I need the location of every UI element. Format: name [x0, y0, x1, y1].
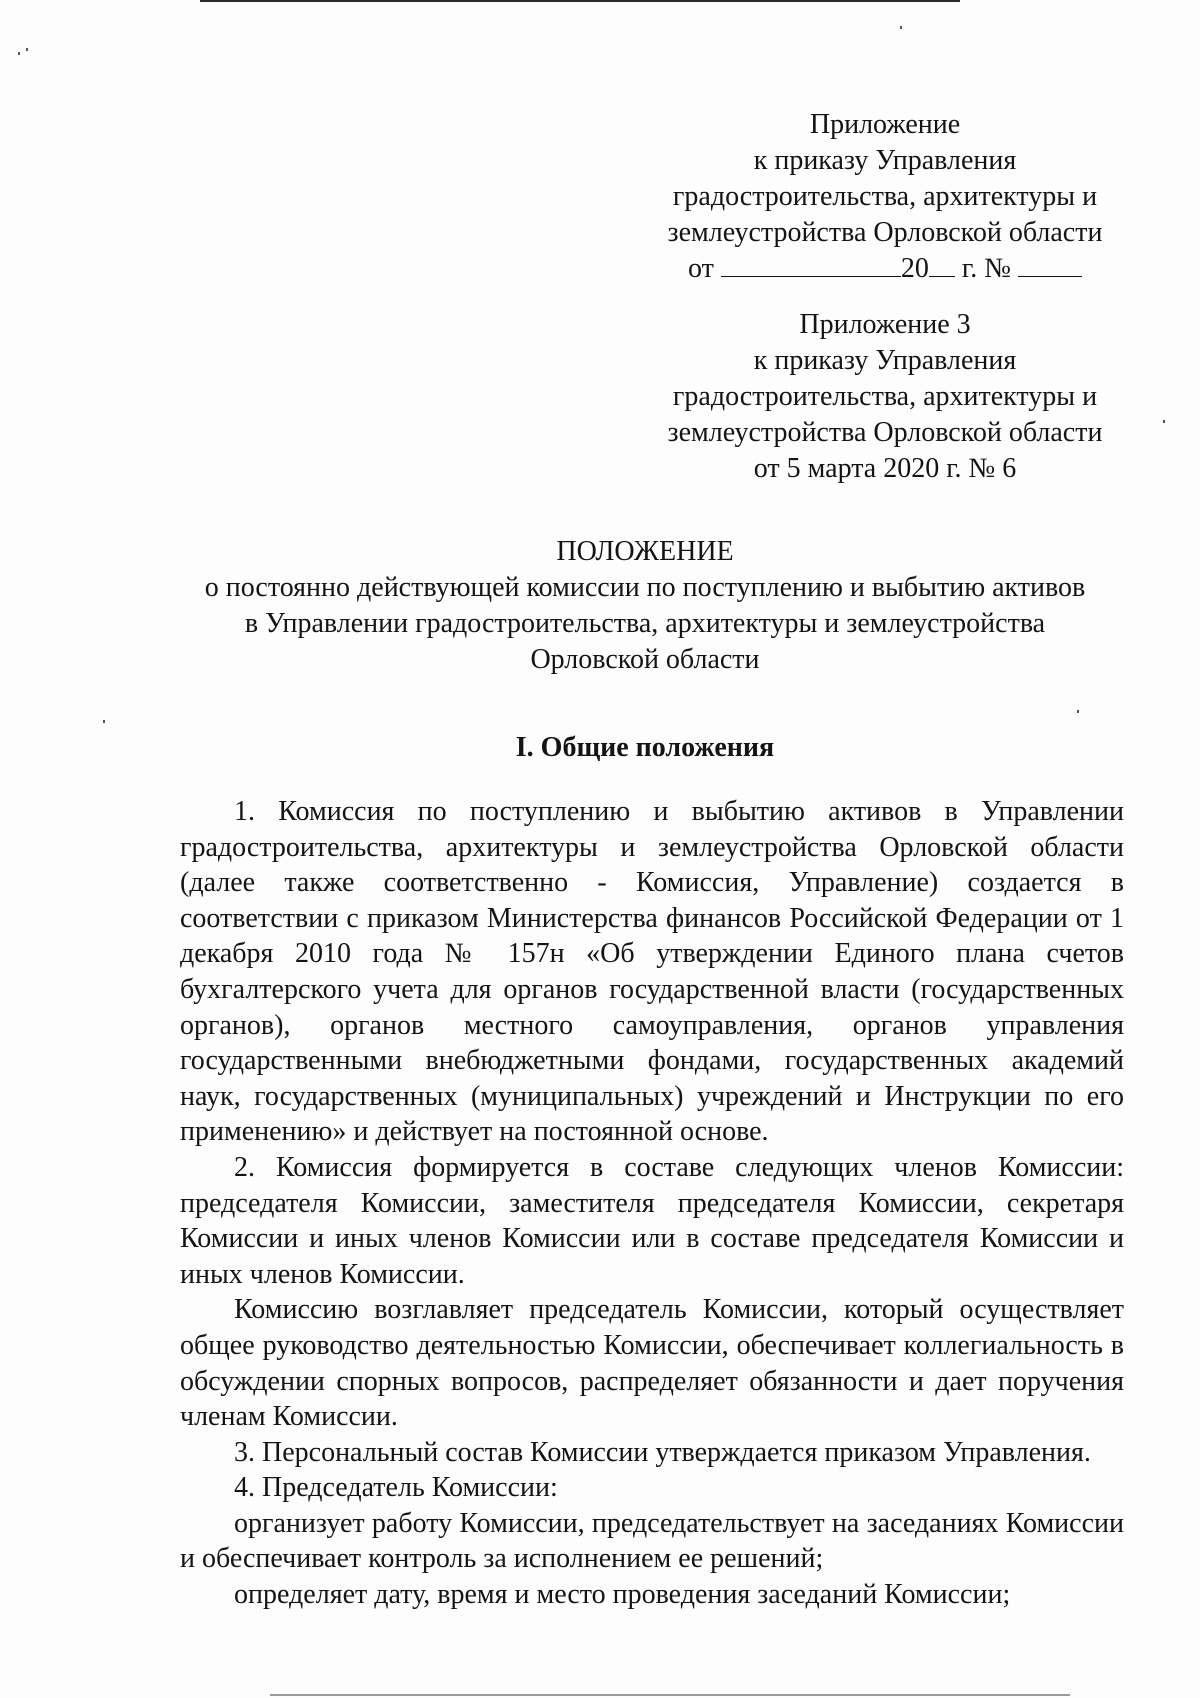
paragraph: организует работу Комиссии, председательствует на заседаниях Комиссии и обеспечивает контроль за исполнением ее решений;	[180, 1507, 1124, 1575]
document-body	[180, 794, 1124, 1613]
section-heading: I. Общие положения	[515, 732, 775, 763]
scan-edge-bottom	[270, 1694, 1070, 1696]
date-prefix: от	[688, 253, 714, 284]
paragraph: 3. Персональный состав Комиссии утверждается приказом Управления.	[234, 1436, 1091, 1468]
scan-speck	[1077, 710, 1079, 713]
appendix-3-line: к приказу Управления	[753, 345, 1017, 376]
appendix-3-line: градостроительства, архитектуры и	[672, 381, 1098, 412]
appendix-title: Приложение	[809, 109, 961, 140]
scan-speck	[1163, 420, 1165, 423]
appendix-line: градостроительства, архитектуры и	[672, 181, 1098, 212]
paragraph: 2. Комиссия формируется в составе следующих членов Комиссии: председателя Комиссии, заместителя председателя Комиссии, секретаря Комиссии и иных членов Комиссии или в составе председателя Комиссии и иных членов Комиссии.	[180, 1151, 1124, 1290]
appendix-3-title: Приложение 3	[799, 309, 971, 340]
date-blank	[721, 252, 901, 277]
title-line: Орловской области	[530, 644, 760, 675]
year-prefix: 20	[900, 253, 929, 284]
number-blank	[1018, 252, 1082, 277]
appendix-date-line	[640, 251, 1130, 287]
scan-speck	[18, 52, 20, 55]
document-title	[150, 534, 1140, 678]
appendix-3-header	[640, 307, 1130, 487]
year-blank	[929, 252, 955, 277]
appendix-header	[640, 107, 1130, 287]
paragraph: 1. Комиссия по поступлению и выбытию активов в Управлении градостроительства, архитектуры и землеустройства Орловской области (далее также соответственно - Комиссия, Управление) создается в соответствии с приказом Министерства финансов Российской Федерации от 1 декабря 2010 года № 157н «Об утверждении Единого плана счетов бухгалтерского учета для органов государственной власти (государственных органов), органов местного самоуправления, органов управления государственными внебюджетными фондами, государственных академий наук, государственных (муниципальных) учреждений и Инструкции по его применению» и действует на постоянной основе.	[180, 796, 1124, 1148]
scan-speck	[103, 720, 105, 723]
scan-edge-top	[200, 0, 960, 2]
paragraph: определяет дату, время и место проведения заседаний Комиссии;	[234, 1579, 1011, 1611]
scan-speck	[26, 48, 28, 51]
title-heading: ПОЛОЖЕНИЕ	[556, 536, 734, 567]
appendix-3-line: землеустройства Орловской области	[667, 417, 1103, 448]
appendix-3-date: от 5 марта 2020 г. № 6	[753, 453, 1017, 484]
paragraph: 4. Председатель Комиссии:	[234, 1472, 558, 1504]
paragraph: Комиссию возглавляет председатель Комиссии, который осуществляет общее руководство деятельностью Комиссии, обеспечивает коллегиальность в обсуждении спорных вопросов, распределяет обязанности и дает поручения членам Комиссии.	[180, 1294, 1124, 1433]
number-prefix: г. №	[961, 253, 1011, 284]
title-line: в Управлении градостроительства, архитектуры и землеустройства	[244, 608, 1046, 639]
appendix-line: землеустройства Орловской области	[667, 217, 1103, 248]
appendix-line: к приказу Управления	[753, 145, 1017, 176]
title-line: о постоянно действующей комиссии по поступлению и выбытию активов	[204, 572, 1086, 603]
scan-speck	[900, 26, 902, 29]
